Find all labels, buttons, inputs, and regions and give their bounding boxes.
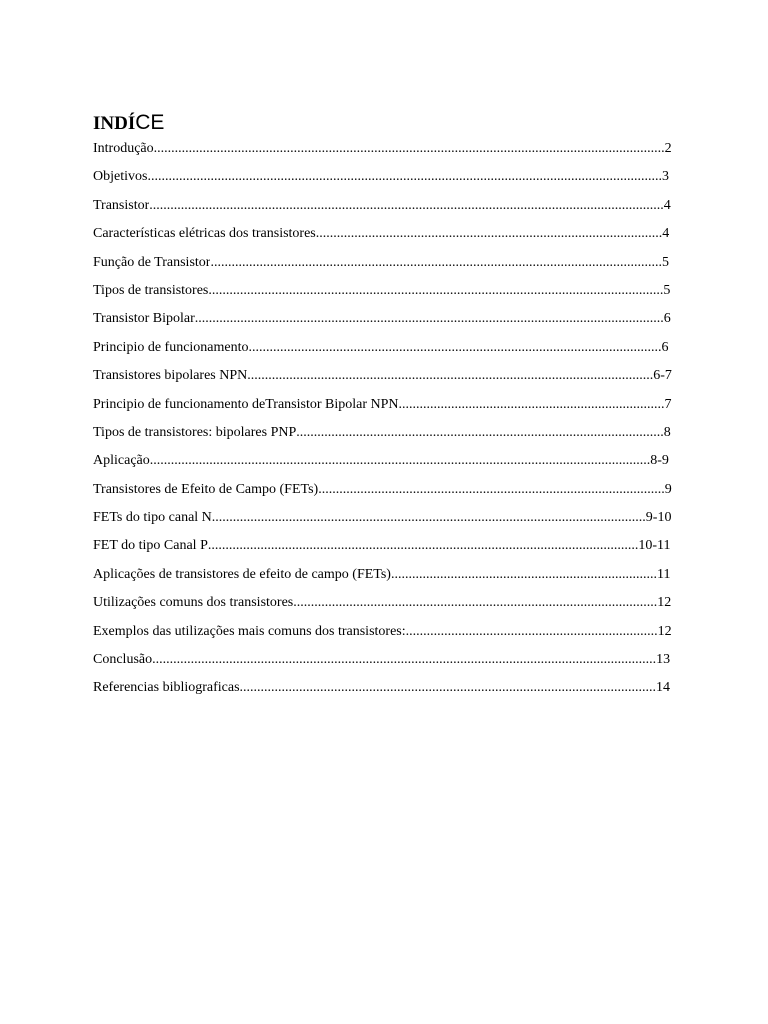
toc-leader-dots: ............................................................................ — [390, 566, 657, 582]
toc-entry-page: 6 — [661, 339, 669, 355]
toc-list — [93, 138, 672, 706]
toc-entry-label: Aplicação — [93, 453, 150, 469]
toc-entry-page: 9 — [664, 481, 672, 497]
toc-leader-dots: ......................................................................................................... — [296, 424, 664, 440]
toc-entry — [93, 592, 672, 620]
toc-entry-label: Transistor Bipolar — [93, 311, 195, 327]
toc-entry — [93, 394, 672, 422]
toc-entry-label: Tipos de transistores — [93, 282, 209, 298]
toc-entry-label: Função de Transistor — [93, 254, 211, 270]
toc-entry-label: Transistores de Efeito de Campo (FETs) — [93, 481, 319, 497]
toc-leader-dots: ................................................................................................... — [315, 226, 663, 242]
toc-entry — [93, 479, 672, 507]
toc-leader-dots: .................................................................................................................................. — [208, 282, 664, 298]
toc-entry-page: 12 — [657, 595, 672, 611]
toc-leader-dots: ........................................................................ — [405, 623, 658, 639]
toc-leader-dots: ................................................................................................... — [318, 481, 665, 497]
toc-leader-dots: ............................................................................................................................ — [211, 510, 646, 526]
toc-entry-label: Introdução — [93, 141, 154, 156]
toc-leader-dots: ...................................................................................................................... — [248, 339, 662, 355]
toc-leader-dots: ................................................................................................................................. — [210, 254, 662, 270]
toc-leader-dots: ...................................................................................................................................... — [194, 311, 664, 327]
toc-entry — [93, 138, 672, 166]
toc-entry — [93, 280, 672, 308]
toc-heading-part-sans: CE — [135, 111, 165, 134]
toc-entry-label: Referencias bibliograficas — [93, 680, 240, 696]
toc-entry — [93, 621, 672, 649]
toc-entry-label: Exemplos das utilizações mais comuns dos transistores: — [93, 623, 406, 639]
toc-leader-dots: ................................................................................................................................................... — [149, 197, 664, 213]
toc-entry-label: Transistores bipolares NPN — [93, 368, 248, 384]
toc-entry — [93, 677, 672, 705]
toc-entry-page: 2 — [664, 141, 672, 156]
toc-entry-page: 8-9 — [650, 453, 669, 469]
toc-entry-page: 4 — [663, 197, 671, 213]
toc-leader-dots: ................................................................................................................................................ — [152, 652, 657, 668]
toc-heading — [93, 111, 164, 137]
toc-entry — [93, 564, 672, 592]
toc-entry-page: 3 — [661, 169, 669, 185]
toc-heading-part-serif: INDÍ — [93, 113, 136, 134]
toc-entry — [93, 450, 672, 478]
toc-entry — [93, 252, 672, 280]
toc-entry-page: 8 — [663, 424, 671, 440]
toc-entry-page: 4 — [662, 226, 670, 242]
toc-entry-label: Características elétricas dos transistores — [93, 226, 316, 242]
toc-entry-label: Principio de funcionamento deTransistor Bipolar NPN — [93, 396, 399, 412]
toc-entry-page: 12 — [657, 623, 672, 639]
toc-entry — [93, 308, 672, 336]
toc-entry — [93, 223, 672, 251]
toc-leader-dots: ........................................................................................................................... — [207, 538, 639, 554]
toc-leader-dots: .................................................................................................................... — [247, 368, 654, 384]
toc-leader-dots: ............................................................................ — [398, 396, 665, 412]
toc-entry-label: Transistor — [93, 197, 150, 213]
toc-entry-label: FET do tipo Canal P — [93, 538, 208, 554]
toc-entry — [93, 166, 672, 194]
toc-entry-page: 9-10 — [645, 510, 672, 526]
toc-entry — [93, 535, 672, 563]
toc-entry-label: Tipos de transistores: bipolares PNP — [93, 424, 297, 440]
toc-entry-page: 6 — [663, 311, 671, 327]
toc-entry — [93, 649, 672, 677]
toc-entry — [93, 507, 672, 535]
toc-entry-page: 5 — [663, 282, 671, 298]
toc-entry — [93, 365, 672, 393]
toc-leader-dots: ....................................................................................................................... — [239, 680, 657, 696]
toc-entry-label: FETs do tipo canal N — [93, 510, 212, 526]
toc-entry — [93, 195, 672, 223]
toc-entry-page: 6-7 — [653, 368, 672, 384]
toc-entry-page: 5 — [661, 254, 669, 270]
toc-entry — [93, 337, 672, 365]
toc-entry-label: Conclusão — [93, 652, 153, 668]
toc-entry-label: Utilizações comuns dos transistores — [93, 595, 294, 611]
toc-entry-page: 11 — [656, 566, 671, 582]
toc-leader-dots: ........................................................................................................ — [293, 595, 658, 611]
toc-entry-page: 10-11 — [638, 538, 671, 554]
toc-entry-page: 7 — [664, 396, 672, 412]
toc-entry-page: 13 — [656, 652, 671, 668]
toc-leader-dots: .................................................................................................................................................. — [153, 141, 665, 156]
toc-leader-dots: ................................................................................................................................................... — [147, 169, 662, 185]
toc-entry-label: Principio de funcionamento — [93, 339, 249, 355]
toc-entry — [93, 422, 672, 450]
toc-entry-page: 14 — [656, 680, 671, 696]
toc-entry-label: Objetivos — [93, 169, 148, 185]
toc-entry-label: Aplicações de transistores de efeito de campo (FETs) — [93, 566, 391, 582]
toc-leader-dots: ............................................................................................................................................... — [149, 453, 651, 469]
